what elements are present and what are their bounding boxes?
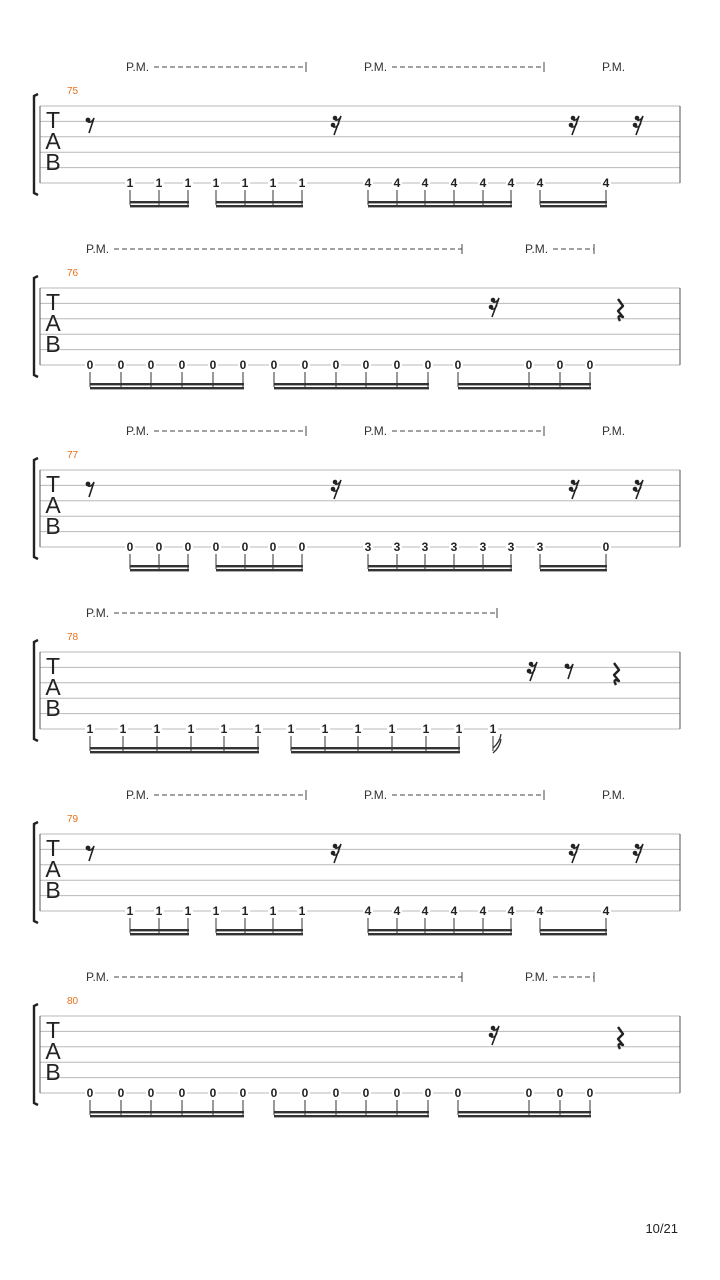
fret-number: 0 bbox=[212, 540, 220, 554]
fret-number: 1 bbox=[155, 904, 163, 918]
palm-mute bbox=[364, 788, 544, 802]
tab-system bbox=[34, 788, 680, 935]
palm-mute bbox=[525, 242, 594, 256]
sixteenth-rest bbox=[569, 844, 579, 863]
fret-number: 1 bbox=[212, 904, 220, 918]
measure-number: 75 bbox=[67, 86, 79, 97]
palm-mute bbox=[86, 606, 497, 620]
tab-clef-letter: B bbox=[45, 149, 61, 175]
fret-number: 0 bbox=[147, 1086, 155, 1100]
fret-number: 1 bbox=[220, 722, 228, 736]
fret-number: 1 bbox=[155, 176, 163, 190]
fret-number: 3 bbox=[364, 540, 372, 554]
tab-clef-letter: B bbox=[45, 331, 61, 357]
fret-number: 1 bbox=[422, 722, 430, 736]
measure-number: 79 bbox=[67, 814, 79, 825]
fret-number: 1 bbox=[489, 722, 497, 736]
tab-system bbox=[34, 60, 680, 207]
note-flag bbox=[493, 739, 501, 753]
fret-number: 0 bbox=[155, 540, 163, 554]
beam bbox=[216, 565, 303, 567]
sixteenth-rest bbox=[527, 662, 537, 681]
quarter-rest bbox=[614, 663, 619, 685]
fret-number: 1 bbox=[269, 176, 277, 190]
tab-system bbox=[34, 970, 680, 1117]
fret-number: 4 bbox=[536, 904, 544, 918]
fret-number: 1 bbox=[388, 722, 396, 736]
palm-mute-label: P.M. bbox=[525, 970, 549, 984]
sixteenth-rest bbox=[633, 116, 643, 135]
fret-number: 0 bbox=[184, 540, 192, 554]
fret-number: 0 bbox=[298, 540, 306, 554]
fret-number: 0 bbox=[424, 358, 432, 372]
fret-number: 0 bbox=[393, 1086, 401, 1100]
fret-number: 3 bbox=[507, 540, 515, 554]
palm-mute bbox=[364, 60, 544, 74]
fret-number: 0 bbox=[117, 1086, 125, 1100]
palm-mute-label: P.M. bbox=[602, 788, 626, 802]
fret-number: 4 bbox=[450, 904, 458, 918]
palm-mute-label: P.M. bbox=[364, 60, 388, 74]
beam bbox=[368, 569, 512, 571]
palm-mute bbox=[126, 60, 306, 74]
beam bbox=[458, 1111, 591, 1113]
fret-number: 0 bbox=[86, 358, 94, 372]
fret-number: 0 bbox=[393, 358, 401, 372]
palm-mute bbox=[602, 424, 625, 438]
sixteenth-rest bbox=[489, 298, 499, 317]
tab-clef-letter: T bbox=[45, 107, 61, 133]
fret-number: 4 bbox=[364, 904, 372, 918]
beam bbox=[130, 205, 189, 207]
fret-number: 1 bbox=[241, 176, 249, 190]
palm-mute bbox=[525, 970, 594, 984]
tab-clef-letter: B bbox=[45, 877, 61, 903]
tab-clef-letter: A bbox=[45, 674, 61, 700]
eighth-rest bbox=[86, 846, 94, 861]
fret-number: 0 bbox=[178, 1086, 186, 1100]
fret-number: 4 bbox=[421, 904, 429, 918]
fret-number: 1 bbox=[126, 176, 134, 190]
fret-number: 1 bbox=[241, 904, 249, 918]
fret-number: 0 bbox=[209, 358, 217, 372]
sixteenth-rest bbox=[331, 116, 341, 135]
measure-number: 76 bbox=[67, 268, 79, 279]
beam bbox=[458, 387, 591, 389]
fret-number: 3 bbox=[450, 540, 458, 554]
fret-number: 1 bbox=[187, 722, 195, 736]
fret-number: 0 bbox=[332, 358, 340, 372]
beam bbox=[130, 933, 189, 935]
fret-number: 4 bbox=[479, 904, 487, 918]
fret-number: 0 bbox=[362, 1086, 370, 1100]
beam bbox=[368, 929, 512, 931]
fret-number: 4 bbox=[507, 904, 515, 918]
tab-clef-letter: B bbox=[45, 1059, 61, 1085]
sixteenth-rest bbox=[569, 116, 579, 135]
fret-number: 1 bbox=[321, 722, 329, 736]
palm-mute-label: P.M. bbox=[364, 424, 388, 438]
fret-number: 0 bbox=[126, 540, 134, 554]
palm-mute-label: P.M. bbox=[86, 606, 110, 620]
page-indicator: 10/21 bbox=[645, 1221, 678, 1236]
beam bbox=[274, 1111, 429, 1113]
beam bbox=[90, 1111, 244, 1113]
fret-number: 0 bbox=[301, 1086, 309, 1100]
fret-number: 1 bbox=[184, 176, 192, 190]
fret-number: 0 bbox=[270, 358, 278, 372]
beam bbox=[368, 201, 512, 203]
palm-mute-label: P.M. bbox=[126, 788, 150, 802]
fret-number: 0 bbox=[241, 540, 249, 554]
quarter-rest bbox=[618, 1027, 623, 1049]
fret-number: 0 bbox=[556, 1086, 564, 1100]
fret-number: 0 bbox=[301, 358, 309, 372]
fret-number: 1 bbox=[184, 904, 192, 918]
fret-number: 1 bbox=[455, 722, 463, 736]
fret-number: 1 bbox=[119, 722, 127, 736]
beam bbox=[216, 201, 303, 203]
beam bbox=[216, 569, 303, 571]
fret-number: 1 bbox=[354, 722, 362, 736]
beam bbox=[540, 565, 607, 567]
beam bbox=[540, 201, 607, 203]
fret-number: 0 bbox=[602, 540, 610, 554]
fret-number: 0 bbox=[424, 1086, 432, 1100]
palm-mute bbox=[86, 242, 462, 256]
fret-number: 3 bbox=[536, 540, 544, 554]
palm-mute-label: P.M. bbox=[126, 424, 150, 438]
fret-number: 4 bbox=[393, 904, 401, 918]
fret-number: 0 bbox=[556, 358, 564, 372]
beam bbox=[274, 387, 429, 389]
palm-mute-label: P.M. bbox=[602, 60, 626, 74]
palm-mute-label: P.M. bbox=[126, 60, 150, 74]
beam bbox=[458, 383, 591, 385]
fret-number: 0 bbox=[586, 358, 594, 372]
tab-clef-letter: A bbox=[45, 856, 61, 882]
beam bbox=[90, 383, 244, 385]
palm-mute bbox=[126, 424, 306, 438]
beam bbox=[130, 929, 189, 931]
fret-number: 4 bbox=[393, 176, 401, 190]
fret-number: 4 bbox=[602, 904, 610, 918]
fret-number: 0 bbox=[239, 1086, 247, 1100]
tab-clef-letter: T bbox=[45, 471, 61, 497]
fret-number: 0 bbox=[525, 1086, 533, 1100]
system-bracket bbox=[34, 94, 38, 195]
beam bbox=[216, 929, 303, 931]
tab-clef-letter: A bbox=[45, 128, 61, 154]
beam bbox=[90, 1115, 244, 1117]
tab-clef-letter: T bbox=[45, 289, 61, 315]
fret-number: 0 bbox=[147, 358, 155, 372]
beam bbox=[216, 933, 303, 935]
tab-clef-letter: T bbox=[45, 1017, 61, 1043]
measure-number: 80 bbox=[67, 996, 79, 1007]
palm-mute bbox=[86, 970, 462, 984]
fret-number: 1 bbox=[269, 904, 277, 918]
eighth-rest bbox=[86, 482, 94, 497]
fret-number: 0 bbox=[270, 1086, 278, 1100]
fret-number: 1 bbox=[298, 904, 306, 918]
sixteenth-rest bbox=[633, 844, 643, 863]
fret-number: 1 bbox=[287, 722, 295, 736]
beam bbox=[90, 387, 244, 389]
beam bbox=[368, 565, 512, 567]
tab-clef-letter: B bbox=[45, 695, 61, 721]
fret-number: 4 bbox=[421, 176, 429, 190]
palm-mute bbox=[126, 788, 306, 802]
beam bbox=[216, 205, 303, 207]
system-bracket bbox=[34, 1004, 38, 1105]
beam bbox=[130, 569, 189, 571]
fret-number: 0 bbox=[586, 1086, 594, 1100]
tab-clef-letter: A bbox=[45, 1038, 61, 1064]
eighth-rest bbox=[86, 118, 94, 133]
measure-number: 78 bbox=[67, 632, 79, 643]
fret-number: 0 bbox=[454, 358, 462, 372]
beam bbox=[274, 1115, 429, 1117]
beam bbox=[90, 751, 259, 753]
fret-number: 3 bbox=[479, 540, 487, 554]
palm-mute-label: P.M. bbox=[525, 242, 549, 256]
tab-clef-letter: A bbox=[45, 310, 61, 336]
fret-number: 4 bbox=[507, 176, 515, 190]
system-bracket bbox=[34, 276, 38, 377]
fret-number: 0 bbox=[332, 1086, 340, 1100]
palm-mute-label: P.M. bbox=[86, 242, 110, 256]
beam bbox=[130, 201, 189, 203]
fret-number: 4 bbox=[364, 176, 372, 190]
fret-number: 0 bbox=[454, 1086, 462, 1100]
note-flag bbox=[493, 734, 501, 748]
beam bbox=[540, 205, 607, 207]
quarter-rest bbox=[618, 299, 623, 321]
fret-number: 0 bbox=[525, 358, 533, 372]
fret-number: 4 bbox=[536, 176, 544, 190]
tab-clef-letter: A bbox=[45, 492, 61, 518]
tab-clef-letter: B bbox=[45, 513, 61, 539]
fret-number: 0 bbox=[178, 358, 186, 372]
palm-mute-label: P.M. bbox=[86, 970, 110, 984]
fret-number: 0 bbox=[86, 1086, 94, 1100]
system-bracket bbox=[34, 822, 38, 923]
fret-number: 1 bbox=[126, 904, 134, 918]
fret-number: 0 bbox=[362, 358, 370, 372]
fret-number: 4 bbox=[602, 176, 610, 190]
palm-mute bbox=[364, 424, 544, 438]
fret-number: 3 bbox=[421, 540, 429, 554]
eighth-rest bbox=[565, 664, 573, 679]
fret-number: 1 bbox=[298, 176, 306, 190]
tab-system bbox=[34, 606, 680, 753]
beam bbox=[540, 569, 607, 571]
system-bracket bbox=[34, 640, 38, 741]
tab-system bbox=[34, 242, 680, 389]
tab-clef-letter: T bbox=[45, 653, 61, 679]
beam bbox=[291, 747, 460, 749]
beam bbox=[291, 751, 460, 753]
palm-mute-label: P.M. bbox=[364, 788, 388, 802]
fret-number: 0 bbox=[239, 358, 247, 372]
beam bbox=[540, 933, 607, 935]
fret-number: 0 bbox=[269, 540, 277, 554]
sixteenth-rest bbox=[489, 1026, 499, 1045]
fret-number: 0 bbox=[209, 1086, 217, 1100]
measure-number: 77 bbox=[67, 450, 79, 461]
beam bbox=[540, 929, 607, 931]
tab-clef-letter: T bbox=[45, 835, 61, 861]
palm-mute bbox=[602, 788, 625, 802]
beam bbox=[368, 933, 512, 935]
fret-number: 1 bbox=[86, 722, 94, 736]
tab-system bbox=[34, 424, 680, 571]
sixteenth-rest bbox=[331, 480, 341, 499]
fret-number: 1 bbox=[153, 722, 161, 736]
beam bbox=[90, 747, 259, 749]
fret-number: 4 bbox=[479, 176, 487, 190]
fret-number: 4 bbox=[450, 176, 458, 190]
beam bbox=[458, 1115, 591, 1117]
palm-mute-label: P.M. bbox=[602, 424, 626, 438]
fret-number: 0 bbox=[117, 358, 125, 372]
fret-number: 1 bbox=[254, 722, 262, 736]
system-bracket bbox=[34, 458, 38, 559]
sixteenth-rest bbox=[633, 480, 643, 499]
beam bbox=[130, 565, 189, 567]
sixteenth-rest bbox=[331, 844, 341, 863]
palm-mute bbox=[602, 60, 625, 74]
beam bbox=[274, 383, 429, 385]
fret-number: 1 bbox=[212, 176, 220, 190]
fret-number: 3 bbox=[393, 540, 401, 554]
beam bbox=[368, 205, 512, 207]
sixteenth-rest bbox=[569, 480, 579, 499]
